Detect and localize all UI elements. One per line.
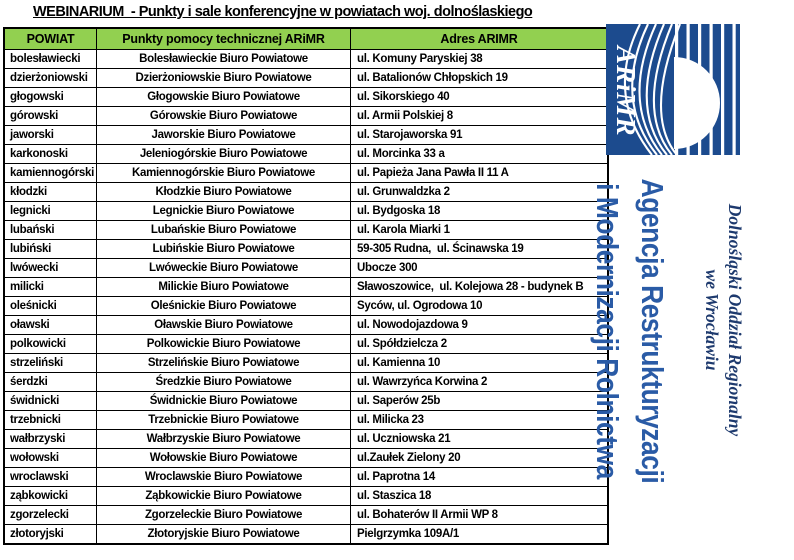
table-row (4, 335, 608, 354)
cell-punkt: Bolesławieckie Biuro Powiatowe (97, 50, 351, 69)
cell-punkt: Kamiennogórskie Biuro Powiatowe (97, 164, 351, 183)
table-row (4, 221, 608, 240)
cell-adres: ul. Milicka 23 (351, 411, 609, 430)
table-row (4, 354, 608, 373)
table-row (4, 392, 608, 411)
table-row (4, 69, 608, 88)
table-row (4, 88, 608, 107)
cell-adres: ul. Morcinka 33 a (351, 145, 609, 164)
cell-powiat: górowski (4, 107, 97, 126)
table-row (4, 373, 608, 392)
cell-punkt: Ząbkowickie Biuro Powiatowe (97, 487, 351, 506)
cell-punkt: Oławskie Biuro Powiatowe (97, 316, 351, 335)
cell-adres: ul.Zaułek Zielony 20 (351, 449, 609, 468)
table-row (4, 202, 608, 221)
cell-punkt: Wałbrzyskie Biuro Powiatowe (97, 430, 351, 449)
cell-powiat: karkonoski (4, 145, 97, 164)
cell-adres: ul. Nowodojazdowa 9 (351, 316, 609, 335)
cell-adres: ul. Batalionów Chłopskich 19 (351, 69, 609, 88)
cell-powiat: głogowski (4, 88, 97, 107)
table-row (4, 506, 608, 525)
cell-adres: Pielgrzymka 109A/1 (351, 525, 609, 545)
cell-adres: ul. Kamienna 10 (351, 354, 609, 373)
cell-punkt: Kłodzkie Biuro Powiatowe (97, 183, 351, 202)
cell-powiat: kamiennogórski (4, 164, 97, 183)
cell-adres: ul. Paprotna 14 (351, 468, 609, 487)
cell-punkt: Złotoryjskie Biuro Powiatowe (97, 525, 351, 545)
table-row (4, 278, 608, 297)
column-header-powiat: POWIAT (4, 28, 97, 50)
cell-punkt: Lubińskie Biuro Powiatowe (97, 240, 351, 259)
cell-punkt: Jaworskie Biuro Powiatowe (97, 126, 351, 145)
table-row (4, 297, 608, 316)
cell-powiat: wałbrzyski (4, 430, 97, 449)
cell-powiat: kłodzki (4, 183, 97, 202)
cell-powiat: strzeliński (4, 354, 97, 373)
cell-powiat: śerdzki (4, 373, 97, 392)
cell-powiat: świdnicki (4, 392, 97, 411)
cell-powiat: trzebnicki (4, 411, 97, 430)
cell-powiat: lwówecki (4, 259, 97, 278)
table-header-row (4, 28, 608, 50)
cell-powiat: oleśnicki (4, 297, 97, 316)
cell-adres: ul. Saperów 25b (351, 392, 609, 411)
cell-adres: ul. Bydgoska 18 (351, 202, 609, 221)
table-row (4, 468, 608, 487)
cell-punkt: Dzierżoniowskie Biuro Powiatowe (97, 69, 351, 88)
table-row (4, 107, 608, 126)
cell-powiat: wroclawski (4, 468, 97, 487)
cell-punkt: Strzelińskie Biuro Powiatowe (97, 354, 351, 373)
cell-adres: Syców, ul. Ogrodowa 10 (351, 297, 609, 316)
cell-punkt: Głogowskie Biuro Powiatowe (97, 88, 351, 107)
column-header-adres: Adres ARIMR (351, 28, 609, 50)
agency-name-vertical (585, 174, 675, 489)
cell-powiat: legnicki (4, 202, 97, 221)
cell-punkt: Górowskie Biuro Powiatowe (97, 107, 351, 126)
cell-powiat: milicki (4, 278, 97, 297)
branch-name-vertical (700, 175, 746, 465)
cell-adres: 59-305 Rudna, ul. Ścinawska 19 (351, 240, 609, 259)
column-header-punkty: Punkty pomocy technicznej ARiMR (97, 28, 351, 50)
cell-punkt: Legnickie Biuro Powiatowe (97, 202, 351, 221)
cell-powiat: bolesławiecki (4, 50, 97, 69)
cell-powiat: polkowicki (4, 335, 97, 354)
cell-adres: ul. Komuny Paryskiej 38 (351, 50, 609, 69)
arimr-logo-graphic (606, 24, 740, 155)
cell-adres: ul. Uczniowska 21 (351, 430, 609, 449)
page-title: WEBINARIUM - Punkty i sale konferencyjne w powiatach woj. dolnoślaskiego (33, 4, 533, 20)
offices-table (3, 27, 609, 545)
cell-punkt: Świdnickie Biuro Powiatowe (97, 392, 351, 411)
cell-adres: ul. Karola Miarki 1 (351, 221, 609, 240)
cell-adres: ul. Starojaworska 91 (351, 126, 609, 145)
table-row (4, 126, 608, 145)
cell-adres: Ubocze 300 (351, 259, 609, 278)
cell-powiat: dzierżoniowski (4, 69, 97, 88)
cell-adres: Sławoszowice, ul. Kolejowa 28 - budynek B (351, 278, 609, 297)
branch-name-line2: we Wrocławiu (702, 269, 722, 371)
cell-powiat: złotoryjski (4, 525, 97, 545)
cell-punkt: Jeleniogórskie Biuro Powiatowe (97, 145, 351, 164)
table-row (4, 430, 608, 449)
table-row (4, 411, 608, 430)
table-row (4, 525, 608, 545)
cell-powiat: lubiński (4, 240, 97, 259)
cell-punkt: Średzkie Biuro Powiatowe (97, 373, 351, 392)
table-row (4, 183, 608, 202)
cell-adres: ul. Grunwaldzka 2 (351, 183, 609, 202)
table-row (4, 50, 608, 69)
cell-powiat: lubański (4, 221, 97, 240)
cell-adres: ul. Papieża Jana Pawła II 11 A (351, 164, 609, 183)
cell-powiat: jaworski (4, 126, 97, 145)
cell-punkt: Trzebnickie Biuro Powiatowe (97, 411, 351, 430)
table-row (4, 449, 608, 468)
table-row (4, 487, 608, 506)
table-row (4, 164, 608, 183)
branch-name-line1: Dolnośląski Oddział Regionalny (725, 203, 745, 437)
table-header (4, 28, 608, 50)
cell-powiat: oławski (4, 316, 97, 335)
agency-name-line2: i Modernizacji Rolnictwa (590, 183, 625, 479)
cell-punkt: Milickie Biuro Powiatowe (97, 278, 351, 297)
cell-adres: ul. Sikorskiego 40 (351, 88, 609, 107)
cell-punkt: Zgorzeleckie Biuro Powiatowe (97, 506, 351, 525)
cell-punkt: Lwóweckie Biuro Powiatowe (97, 259, 351, 278)
table-row (4, 240, 608, 259)
table-row (4, 259, 608, 278)
agency-name-line1: Agencja Restrukturyzacji (635, 178, 670, 484)
cell-punkt: Wołowskie Biuro Powiatowe (97, 449, 351, 468)
cell-adres: ul. Bohaterów II Armii WP 8 (351, 506, 609, 525)
cell-adres: ul. Armii Polskiej 8 (351, 107, 609, 126)
cell-powiat: ząbkowicki (4, 487, 97, 506)
logo-acronym: ARiMR (611, 46, 641, 137)
cell-powiat: wołowski (4, 449, 97, 468)
cell-powiat: zgorzelecki (4, 506, 97, 525)
cell-adres: ul. Wawrzyńca Korwina 2 (351, 373, 609, 392)
cell-punkt: Lubańskie Biuro Powiatowe (97, 221, 351, 240)
cell-punkt: Wroclawskie Biuro Powiatowe (97, 468, 351, 487)
arimr-logo (606, 24, 740, 155)
cell-punkt: Oleśnickie Biuro Powiatowe (97, 297, 351, 316)
cell-adres: ul. Spółdzielcza 2 (351, 335, 609, 354)
cell-punkt: Polkowickie Biuro Powiatowe (97, 335, 351, 354)
table-body (4, 50, 608, 545)
cell-adres: ul. Staszica 18 (351, 487, 609, 506)
table-row (4, 145, 608, 164)
table-row (4, 316, 608, 335)
